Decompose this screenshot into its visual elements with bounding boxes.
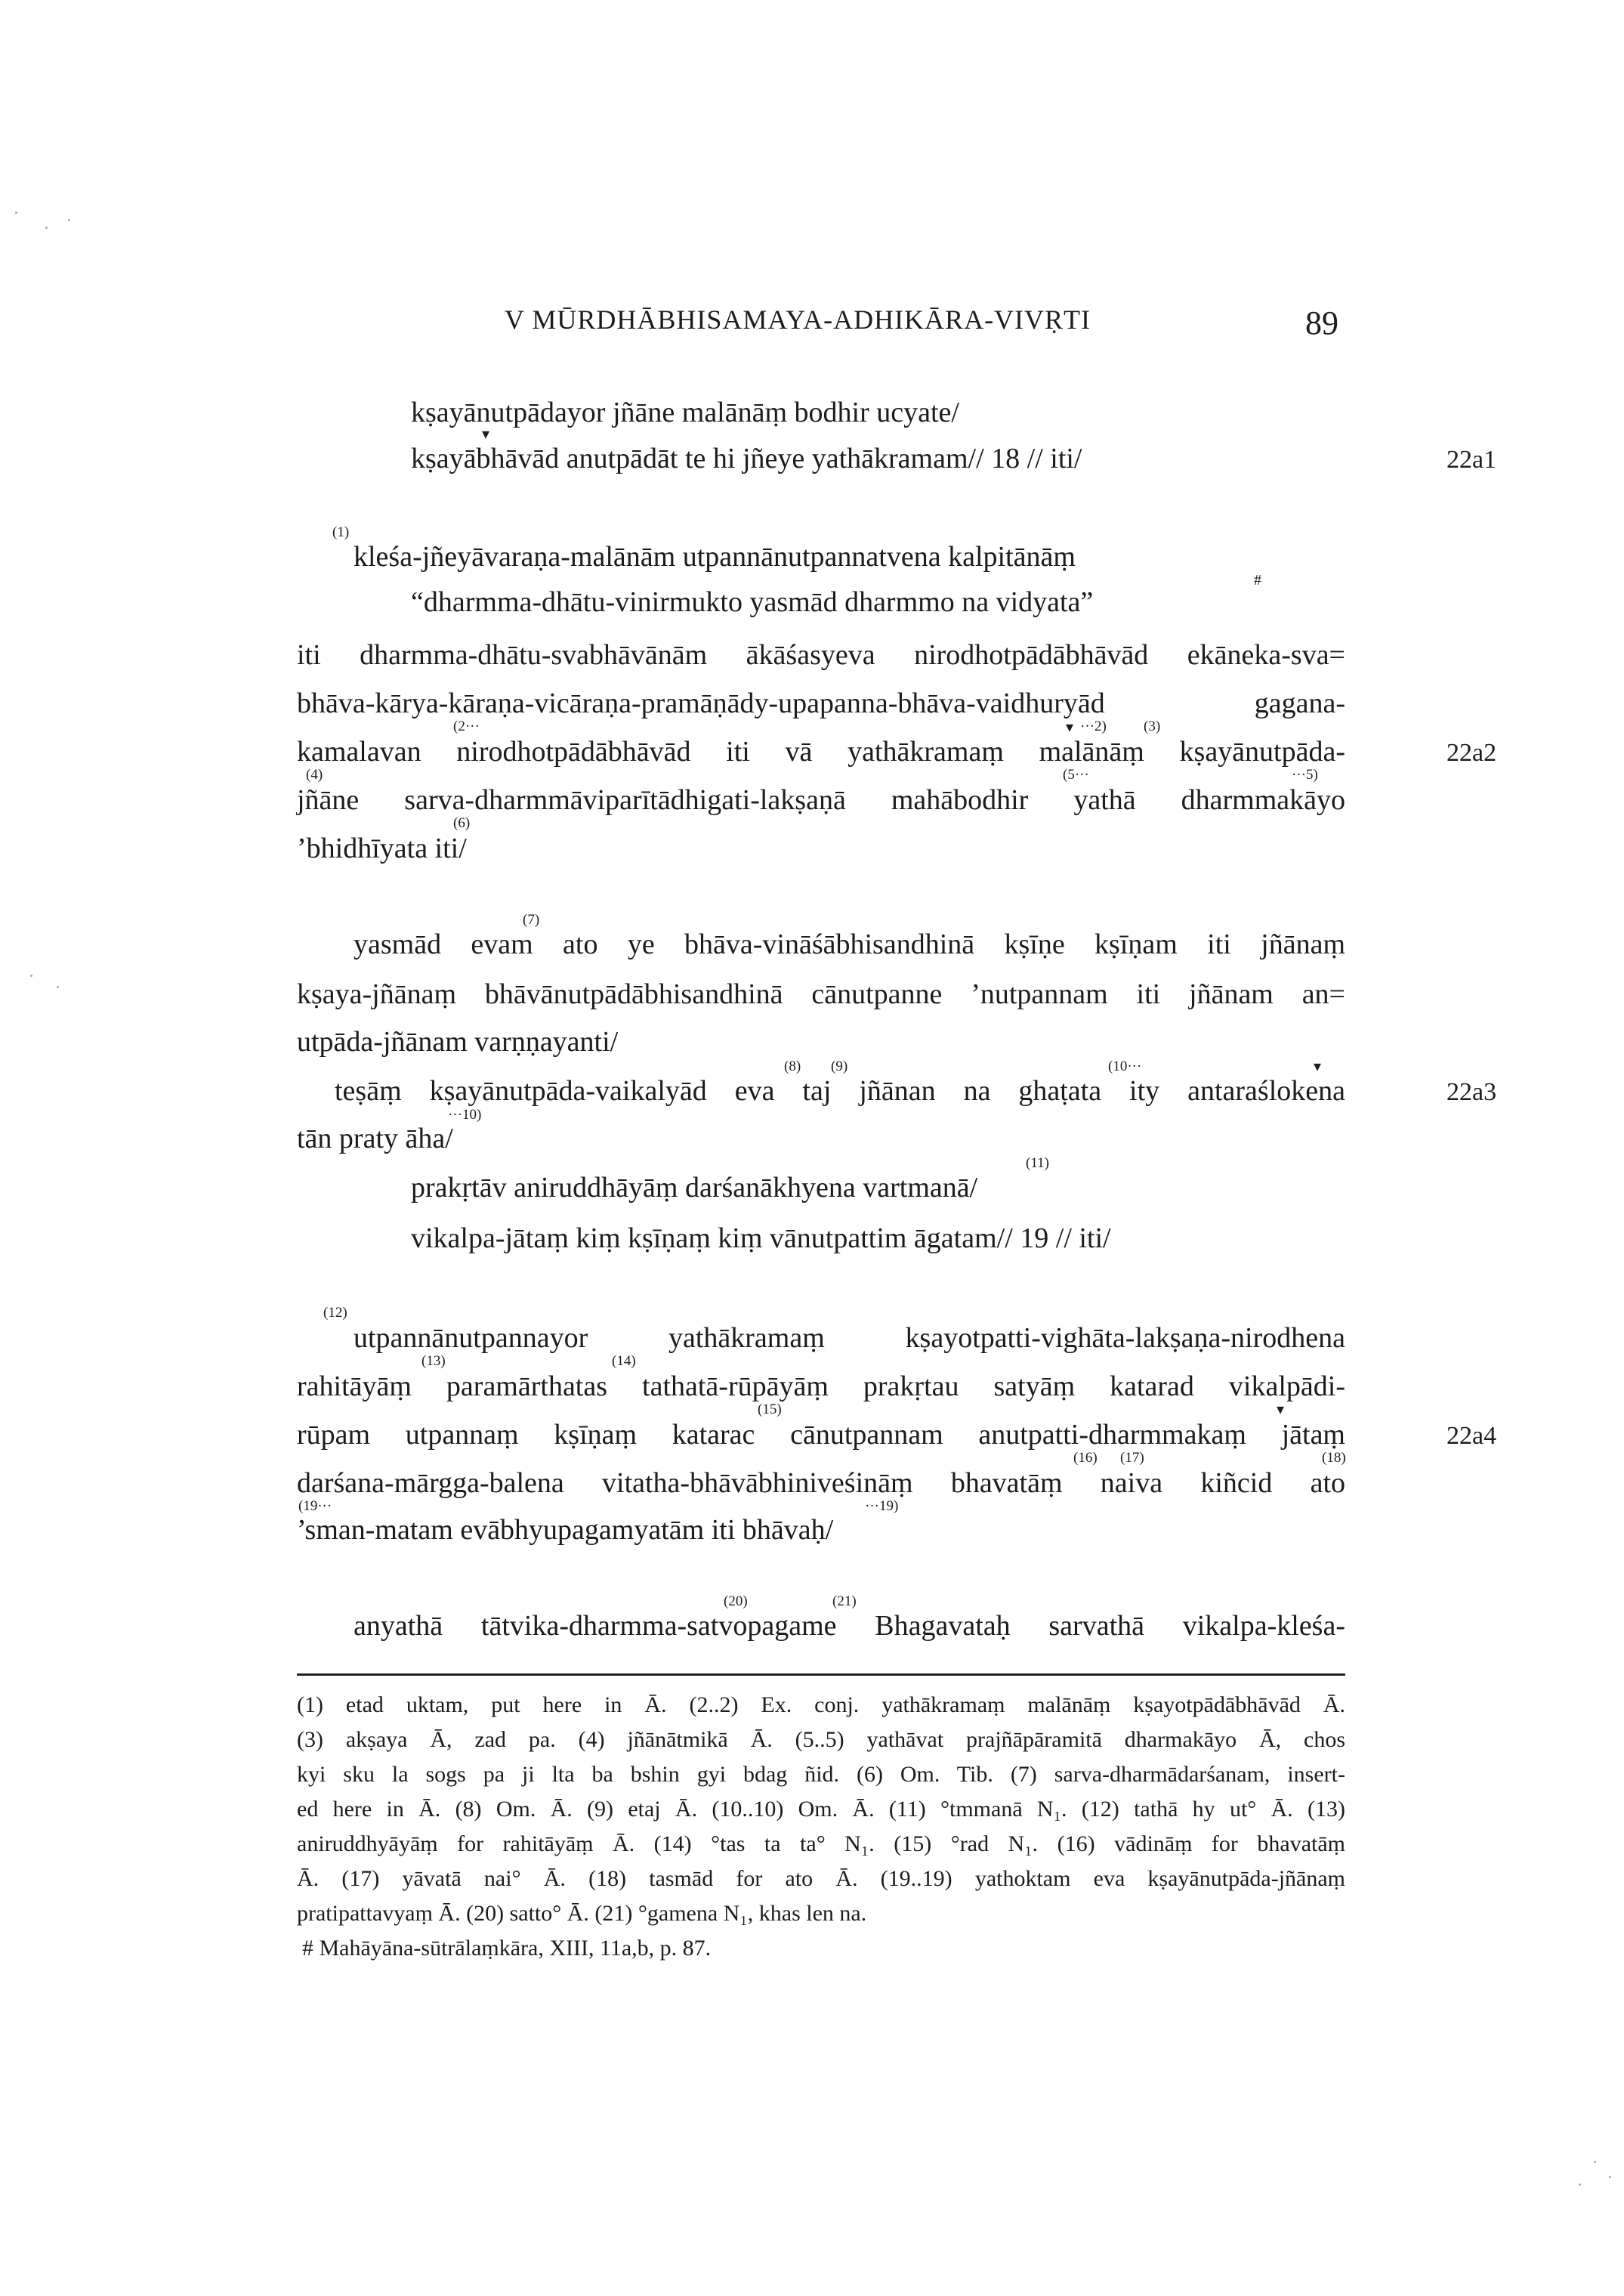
footnote-marker-2-start: (2··· (453, 718, 480, 734)
footnote-marker-1: (1) (332, 524, 350, 540)
scan-speck (1579, 2183, 1581, 2186)
footnote-marker-14: (14) (612, 1353, 636, 1369)
scan-speck (15, 212, 17, 214)
footnote-marker-17: (17) (1120, 1450, 1144, 1466)
margin-ref-22a4: 22a4 (1446, 1422, 1497, 1450)
para2-line-3: utpāda-jñānam varṇṇayanti/ (297, 1026, 619, 1058)
footnote-marker-5-end: ···5) (1292, 767, 1318, 783)
footnote-marker-21: (21) (832, 1593, 857, 1609)
para2-line-4: teṣāṃ kṣayānutpāda-vaikalyād eva taj jñānan na ghaṭata ity antaraślokena (335, 1075, 1345, 1107)
footnote-marker-20: (20) (724, 1593, 748, 1609)
running-header-title: V MŪRDHĀBHISAMAYA-ADHIKĀRA-VIVṚTI (505, 304, 1091, 335)
para1-line-4: bhāva-kārya-kāraṇa-vicāraṇa-pramāṇādy-upapanna-bhāva-vaidhuryād gagana- (297, 688, 1345, 719)
footnote-line-5: aniruddhyāyāṃ for rahitāyāṃ Ā. (14) °tas ta ta° N₁. (15) °rad N₁. (16) vādināṃ for bhavatāṃ (297, 1831, 1345, 1856)
caret-mark: ▾ (1066, 719, 1074, 736)
para3-line-5: ’sman-matam evābhyupagamyatām iti bhāvaḥ/ (297, 1514, 834, 1546)
footnote-line-1: (1) etad uktam, put here in Ā. (2..2) Ex. conj. yathākramaṃ malānāṃ kṣayotpādābhāvād Ā. (297, 1692, 1345, 1717)
para2-line-2: kṣaya-jñānaṃ bhāvānutpādābhisandhinā cānutpanne ’nutpannam iti jñānam an= (297, 978, 1345, 1010)
hash-mark: # (1254, 572, 1261, 589)
para3-line-1: utpannānutpannayor yathākramaṃ kṣayotpatti-vighāta-lakṣaṇa-nirodhena (354, 1322, 1345, 1354)
footnote-source-note: # Mahāyāna-sūtrālaṃkāra, XIII, 11a,b, p. 87. (302, 1936, 712, 1961)
footnote-marker-5-start: (5··· (1063, 767, 1089, 783)
footnote-marker-3: (3) (1144, 718, 1161, 734)
para1-line-7: ’bhidhīyata iti/ (297, 833, 467, 864)
para3-line-4: darśana-mārgga-balena vitatha-bhāvābhiniveśināṃ bhavatāṃ naiva kiñcid ato (297, 1467, 1345, 1499)
verse-19-line-1: prakṛtāv aniruddhāyāṃ darśanākhyena vartmanā/ (411, 1172, 978, 1204)
para1-line-3: iti dharmma-dhātu-svabhāvānām ākāśasyeva nirodhotpādābhāvād ekāneka-sva= (297, 639, 1345, 671)
verse-19-line-2: vikalpa-jātaṃ kiṃ kṣīṇaṃ kiṃ vānutpattim āgatam// 19 // iti/ (411, 1222, 1111, 1254)
caret-mark: ▾ (482, 426, 490, 443)
footnote-marker-11: (11) (1026, 1155, 1049, 1171)
footnote-marker-2-end: ···2) (1080, 718, 1107, 734)
scan-speck (1609, 2176, 1611, 2178)
footnote-marker-13: (13) (421, 1353, 446, 1369)
footnote-divider (297, 1673, 1345, 1676)
footnote-line-6: Ā. (17) yāvatā nai° Ā. (18) tasmād for ato Ā. (19..19) yathoktam eva kṣayānutpāda-jñānaṃ (297, 1866, 1345, 1891)
margin-ref-22a2: 22a2 (1446, 739, 1497, 767)
para1-line-5: kamalavan nirodhotpādābhāvād iti vā yathākramaṃ malānāṃ kṣayānutpāda- (297, 736, 1345, 768)
footnote-line-2: (3) akṣaya Ā, zad pa. (4) jñānātmikā Ā. (5..5) yathāvat prajñāpāramitā dharmakāyo Ā, chos (297, 1727, 1345, 1752)
verse-18-line-1: kṣayānutpādayor jñāne malānāṃ bodhir ucyate/ (411, 397, 959, 428)
scan-speck (45, 227, 48, 229)
page-number: 89 (1305, 304, 1338, 341)
scan-speck (68, 219, 70, 221)
footnote-line-3: kyi sku la sogs pa ji lta ba bshin gyi bdag ñid. (6) Om. Tib. (7) sarva-dharmādarśanam, insert- (297, 1762, 1345, 1787)
margin-ref-22a1: 22a1 (1446, 446, 1497, 474)
scan-speck (57, 986, 59, 988)
caret-mark: ▾ (1314, 1058, 1322, 1075)
footnote-marker-16: (16) (1073, 1450, 1098, 1466)
footnote-line-7: pratipattavyaṃ Ā. (20) satto° Ā. (21) °gamena N₁, khas len na. (297, 1901, 867, 1926)
para2-line-5: tān praty āha/ (297, 1123, 453, 1154)
footnote-marker-12: (12) (323, 1305, 347, 1321)
para3-line-2: rahitāyāṃ paramārthatas tathatā-rūpāyāṃ prakṛtau satyāṃ katarad vikalpādi- (297, 1370, 1345, 1402)
caret-mark: ▾ (1277, 1401, 1285, 1418)
para4-line-1: anyathā tātvika-dharmma-satvopagame Bhagavataḥ sarvathā vikalpa-kleśa- (354, 1610, 1345, 1642)
footnote-marker-19-end: ···19) (865, 1498, 899, 1514)
para1-line-2: “dharmma-dhātu-vinirmukto yasmād dharmmo na vidyata” (411, 586, 1094, 618)
footnote-marker-6: (6) (453, 815, 471, 831)
footnote-marker-9: (9) (831, 1058, 848, 1074)
footnote-marker-10-start: (10··· (1108, 1058, 1142, 1074)
para1-line-1: kleśa-jñeyāvaraṇa-malānām utpannānutpannatvena kalpitānāṃ (354, 541, 1076, 573)
para1-line-6: jñāne sarva-dharmmāviparītādhigati-lakṣaṇā mahābodhir yathā dharmmakāyo (297, 784, 1345, 816)
footnote-marker-19-start: (19··· (298, 1498, 332, 1514)
scan-speck (1594, 2161, 1596, 2163)
verse-18-line-2: kṣayābhāvād anutpādāt te hi jñeye yathākramam// 18 // iti/ (411, 443, 1082, 474)
footnote-marker-18: (18) (1322, 1450, 1346, 1466)
footnote-marker-10-end: ···10) (448, 1107, 482, 1123)
footnote-marker-4: (4) (306, 767, 323, 783)
para3-line-3: rūpam utpannaṃ kṣīṇaṃ katarac cānutpannam anutpatti-dharmmakaṃ jātaṃ (297, 1419, 1345, 1451)
footnote-line-4: ed here in Ā. (8) Om. Ā. (9) etaj Ā. (10..10) Om. Ā. (11) °tmmanā N₁. (12) tathā hy ut° Ā. (13) (297, 1797, 1345, 1822)
scan-speck (30, 975, 32, 977)
para2-line-1: yasmād evam ato ye bhāva-vināśābhisandhinā kṣīṇe kṣīṇam iti jñānaṃ (354, 929, 1345, 960)
footnote-marker-15: (15) (758, 1401, 782, 1417)
footnote-marker-7: (7) (523, 912, 540, 928)
margin-ref-22a3: 22a3 (1446, 1078, 1497, 1106)
footnote-marker-8: (8) (784, 1058, 801, 1074)
